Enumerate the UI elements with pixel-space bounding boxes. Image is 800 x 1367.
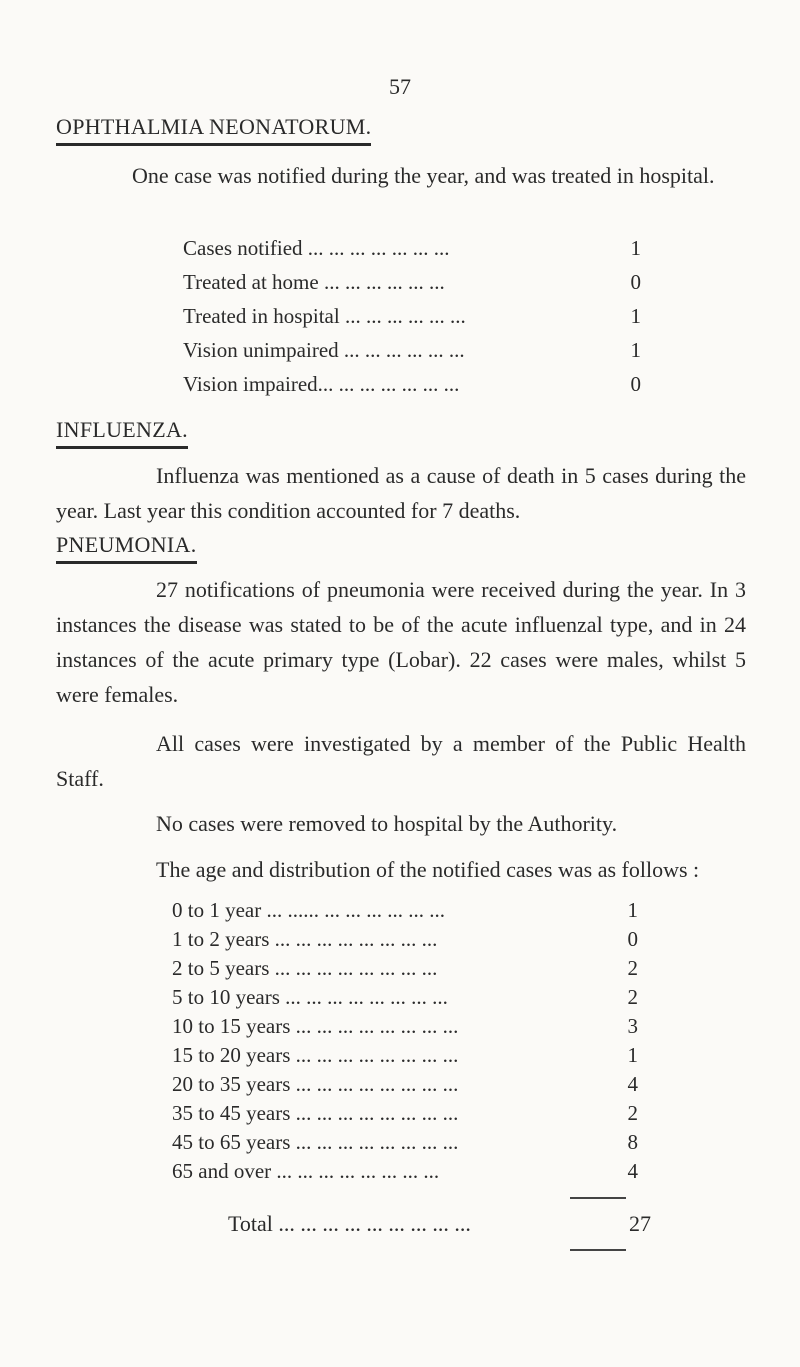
row-label: 65 and over ... ... ... ... ... ... ... ... (172, 1159, 440, 1183)
total-value: 27 (629, 1211, 651, 1236)
row-label: Vision unimpaired ... ... ... ... ... ... (183, 338, 465, 362)
row-value: 0 (630, 372, 641, 396)
row-value: 0 (627, 927, 638, 951)
row-value: 1 (630, 236, 641, 260)
row-value: 1 (627, 1043, 638, 1067)
pneumonia-heading: PNEUMONIA. (56, 532, 197, 564)
row-label: Cases notified ... ... ... ... ... ... ... (183, 236, 450, 260)
row-label: Treated in hospital ... ... ... ... ... ... (183, 304, 466, 328)
total-rule-top (570, 1197, 626, 1199)
row-value: 1 (630, 304, 641, 328)
row-label: 35 to 45 years ... ... ... ... ... ... ... ... (172, 1101, 459, 1125)
pneumonia-para-4: The age and distribution of the notified cases was as follows : (156, 857, 700, 882)
ophthalmia-heading: OPHTHALMIA NEONATORUM. (56, 114, 371, 146)
row-label: Treated at home ... ... ... ... ... ... (183, 270, 445, 294)
row-label: 2 to 5 years ... ... ... ... ... ... ... ... (172, 956, 438, 980)
row-label: 0 to 1 year ... ...... ... ... ... ... ... ... (172, 898, 445, 922)
row-value: 2 (627, 956, 638, 980)
row-label: 1 to 2 years ... ... ... ... ... ... ... ... (172, 927, 438, 951)
page-number: 57 (389, 74, 411, 99)
row-value: 2 (627, 985, 638, 1009)
ophthalmia-text: One case was notified during the year, and was treated in hospital. (132, 163, 715, 188)
pneumonia-para-2: All cases were investigated by a member of the Public Health Staff. (56, 731, 746, 791)
row-value: 1 (630, 338, 641, 362)
row-value: 3 (627, 1014, 638, 1038)
pneumonia-para-1: 27 notifications of pneumonia were received during the year. In 3 instances the disease was stated to be of the acute influenzal type, and in 24 instances of the acute primary type (Lobar). 22 cases were males, whilst 5 were females. (56, 577, 746, 707)
pneumonia-para-3: No cases were removed to hospital by the Authority. (156, 811, 618, 836)
influenza-text: Influenza was mentioned as a cause of death in 5 cases during the year. Last year this condition accounted for 7 deaths. (56, 463, 746, 523)
row-value: 2 (627, 1101, 638, 1125)
row-label: 10 to 15 years ... ... ... ... ... ... ... ... (172, 1014, 459, 1038)
row-label: 15 to 20 years ... ... ... ... ... ... ... ... (172, 1043, 459, 1067)
row-label: 45 to 65 years ... ... ... ... ... ... ... ... (172, 1130, 459, 1154)
total-rule-bottom (570, 1249, 626, 1251)
row-value: 1 (627, 898, 638, 922)
row-label: 5 to 10 years ... ... ... ... ... ... ... ... (172, 985, 448, 1009)
influenza-heading: INFLUENZA. (56, 417, 188, 449)
row-label: Vision impaired... ... ... ... ... ... ... (183, 372, 460, 396)
row-value: 0 (630, 270, 641, 294)
total-label: Total ... ... ... ... ... ... ... ... ... (228, 1211, 471, 1236)
row-label: 20 to 35 years ... ... ... ... ... ... ... ... (172, 1072, 459, 1096)
row-value: 8 (627, 1130, 638, 1154)
row-value: 4 (627, 1159, 638, 1183)
row-value: 4 (627, 1072, 638, 1096)
